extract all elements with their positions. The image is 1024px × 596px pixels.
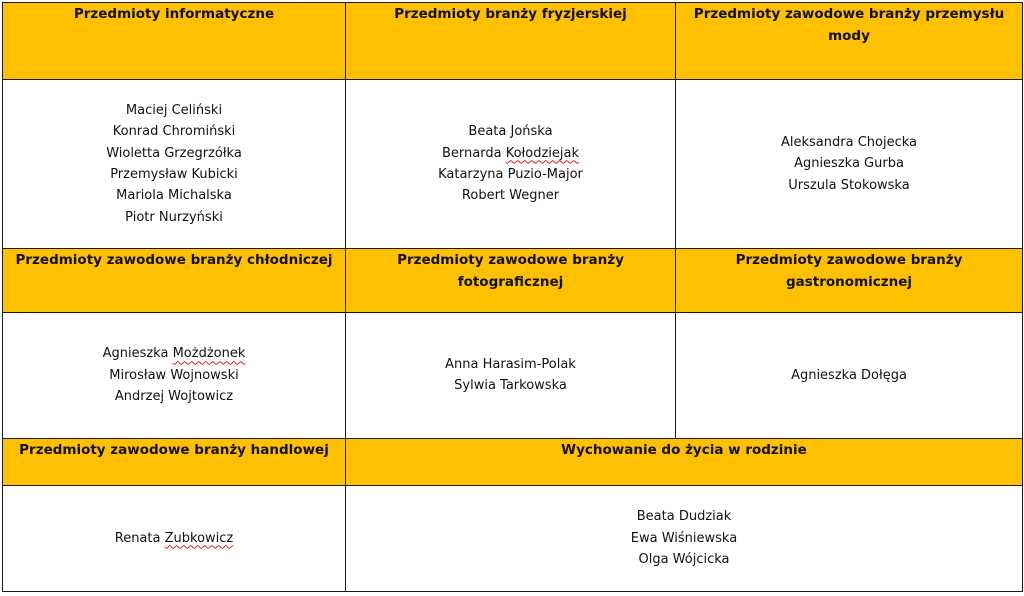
teacher-name-text: Maciej Celiński <box>125 103 223 119</box>
teacher-name <box>676 132 1022 153</box>
teacher-list <box>3 79 346 248</box>
teacher-name-text: Sylwia Tarkowska <box>454 378 567 394</box>
section-header-gastronomy: Przedmioty zawodowe branży gastronomicznej <box>676 248 1023 312</box>
teacher-name-text: Renata <box>114 530 165 546</box>
section-header-refrigeration: Przedmioty zawodowe branży chłodniczej <box>3 248 346 312</box>
section-header-hairdressing: Przedmioty branży fryzjerskiej <box>346 3 676 80</box>
teacher-list <box>676 312 1023 439</box>
teacher-list <box>346 79 676 248</box>
teacher-name <box>346 164 675 185</box>
teacher-name-text: Anna Harasim-Polak <box>445 357 576 373</box>
section-header-informatics: Przedmioty informatyczne <box>3 3 346 80</box>
teacher-name <box>676 153 1022 174</box>
teacher-name <box>3 121 345 142</box>
spellcheck-flagged-word: Zubkowicz <box>164 530 234 546</box>
teacher-name <box>676 175 1022 196</box>
teacher-name-text: Ewa Wiśniewska <box>630 530 738 546</box>
teacher-name-text: Katarzyna Puzio-Major <box>438 166 583 182</box>
teacher-name <box>346 375 675 396</box>
section-header-trade: Przedmioty zawodowe branży handlowej <box>3 439 346 486</box>
teacher-name <box>3 386 345 407</box>
teacher-name <box>3 343 345 364</box>
header-row <box>3 439 1023 486</box>
teacher-name <box>3 365 345 386</box>
teacher-name-text: Aleksandra Chojecka <box>781 134 917 150</box>
teacher-name-text: Konrad Chromiński <box>112 124 236 140</box>
teacher-name-text: Andrzej Wojtowicz <box>114 389 234 405</box>
teacher-name <box>3 207 345 228</box>
teacher-name-text: Agnieszka <box>102 346 173 362</box>
teachers-row <box>3 485 1023 591</box>
teacher-name <box>3 528 345 549</box>
spellcheck-flagged-word: Kołodziejak <box>505 145 579 161</box>
teacher-name <box>346 143 675 164</box>
teacher-list <box>346 485 1023 591</box>
teacher-name <box>346 354 675 375</box>
teacher-name <box>346 121 675 142</box>
teacher-name <box>346 185 675 206</box>
teacher-list <box>676 79 1023 248</box>
teacher-name-text: Beata Dudziak <box>636 509 732 525</box>
teacher-list <box>3 312 346 439</box>
teacher-name <box>346 506 1022 527</box>
teacher-list <box>3 485 346 591</box>
teacher-name-text: Olga Wójcicka <box>638 552 730 567</box>
teacher-list <box>346 312 676 439</box>
teacher-name-text: Agnieszka Dołęga <box>791 367 907 383</box>
spellcheck-flagged-word: Możdżonek <box>172 346 246 362</box>
teacher-name <box>346 528 1022 549</box>
teacher-name-text: Robert Wegner <box>461 188 560 204</box>
header-row <box>3 248 1023 312</box>
teacher-name-text: Piotr Nurzyński <box>125 209 223 225</box>
teacher-name-text: Mirosław Wojnowski <box>109 367 239 383</box>
teacher-name-text: Agnieszka Gurba <box>794 156 904 172</box>
subject-teachers-table <box>2 2 1023 592</box>
teacher-name <box>3 164 345 185</box>
teacher-name-text: Urszula Stokowska <box>788 177 910 193</box>
section-header-photography: Przedmioty zawodowe branży fotograficznej <box>346 248 676 312</box>
teacher-name-text: Przemysław Kubicki <box>110 166 238 182</box>
teacher-name <box>3 185 345 206</box>
teacher-name-text: Beata Jońska <box>468 124 553 140</box>
teacher-name-text: Mariola Michalska <box>116 188 232 204</box>
teachers-row <box>3 79 1023 248</box>
teacher-name-text: Bernarda <box>442 145 506 161</box>
teacher-name-text: Wioletta Grzegrzółka <box>106 145 242 161</box>
teacher-name <box>346 549 1022 570</box>
teacher-name <box>3 100 345 121</box>
section-header-fashion: Przedmioty zawodowe branży przemysłu mody <box>676 3 1023 80</box>
teacher-name <box>676 365 1022 386</box>
teachers-row <box>3 312 1023 439</box>
section-header-family-life: Wychowanie do życia w rodzinie <box>346 439 1023 486</box>
teacher-name <box>3 143 345 164</box>
header-row <box>3 3 1023 80</box>
